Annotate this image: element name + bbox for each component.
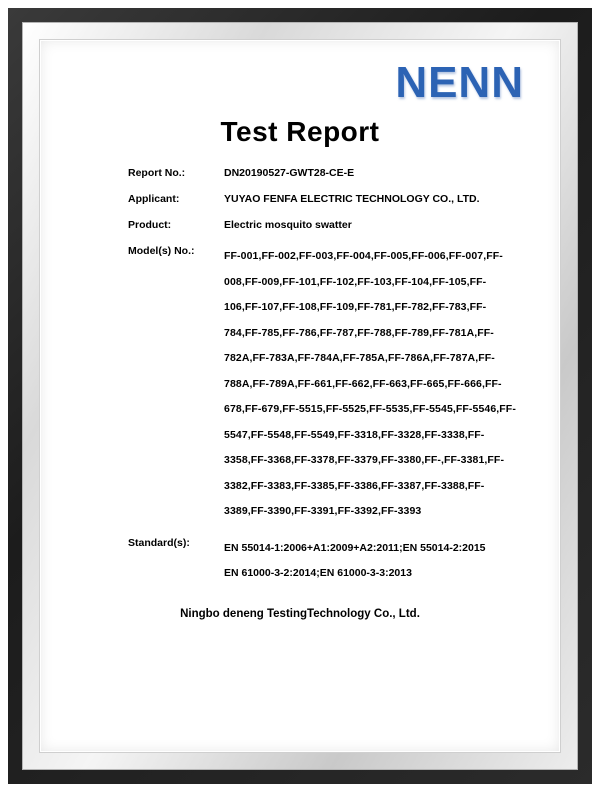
frame-outer-border [8, 8, 592, 784]
field-row-models [128, 244, 518, 525]
label-models: Model(s) No.: [128, 245, 195, 257]
value-product: Electric mosquito swatter [224, 219, 352, 231]
value-report-no: DN20190527-GWT28-CE-E [224, 167, 355, 179]
issuer-footer: Ningbo deneng TestingTechnology Co., Ltd. [180, 607, 420, 620]
field-row-standards [128, 536, 518, 586]
value-standards [224, 536, 518, 586]
field-row-applicant [128, 192, 518, 207]
logo-row [66, 58, 534, 110]
field-row-product [128, 218, 518, 233]
label-report-no: Report No.: [128, 167, 186, 179]
nenn-logo: NENN [395, 58, 524, 107]
label-product: Product: [128, 219, 172, 231]
field-row-report-no [128, 166, 518, 181]
value-models: FF-001,FF-002,FF-003,FF-004,FF-005,FF-006,FF-007,FF-008,FF-009,FF-101,FF-102,FF-103,FF-104,FF-105,FF-106,FF-107,FF-108,FF-109,FF-781,FF-782,FF-783,FF-784,FF-785,FF-786,FF-787,FF-788,FF-789,FF-781A,FF-782A,FF-783A,FF-784A,FF-785A,FF-786A,FF-787A,FF-788A,FF-789A,FF-661,FF-662,FF-663,FF-665,FF-666,FF-678,FF-679,FF-5515,FF-5525,FF-5535,FF-5545,FF-5546,FF-5547,FF-5548,FF-5549,FF-3318,FF-3328,FF-3338,FF-3358,FF-3368,FF-3378,FF-3379,FF-3380,FF-,FF-3381,FF-3382,FF-3383,FF-3385,FF-3386,FF-3387,FF-3388,FF-3389,FF-3390,FF-3391,FF-3392,FF-3393 [224, 250, 516, 517]
frame-bevel [22, 22, 578, 770]
value-applicant: YUYAO FENFA ELECTRIC TECHNOLOGY CO., LTD. [224, 193, 480, 205]
document-content [40, 40, 560, 752]
standards-line-1: EN 55014-1:2006+A1:2009+A2:2011;EN 55014-2:2015 [224, 541, 486, 554]
standards-line-2: EN 61000-3-2:2014;EN 61000-3-3:2013 [224, 566, 412, 579]
frame-inner [39, 39, 561, 753]
label-standards: Standard(s): [128, 536, 190, 549]
label-applicant: Applicant: [128, 193, 180, 205]
report-fields [66, 166, 534, 586]
page-title: Test Report [220, 116, 380, 147]
